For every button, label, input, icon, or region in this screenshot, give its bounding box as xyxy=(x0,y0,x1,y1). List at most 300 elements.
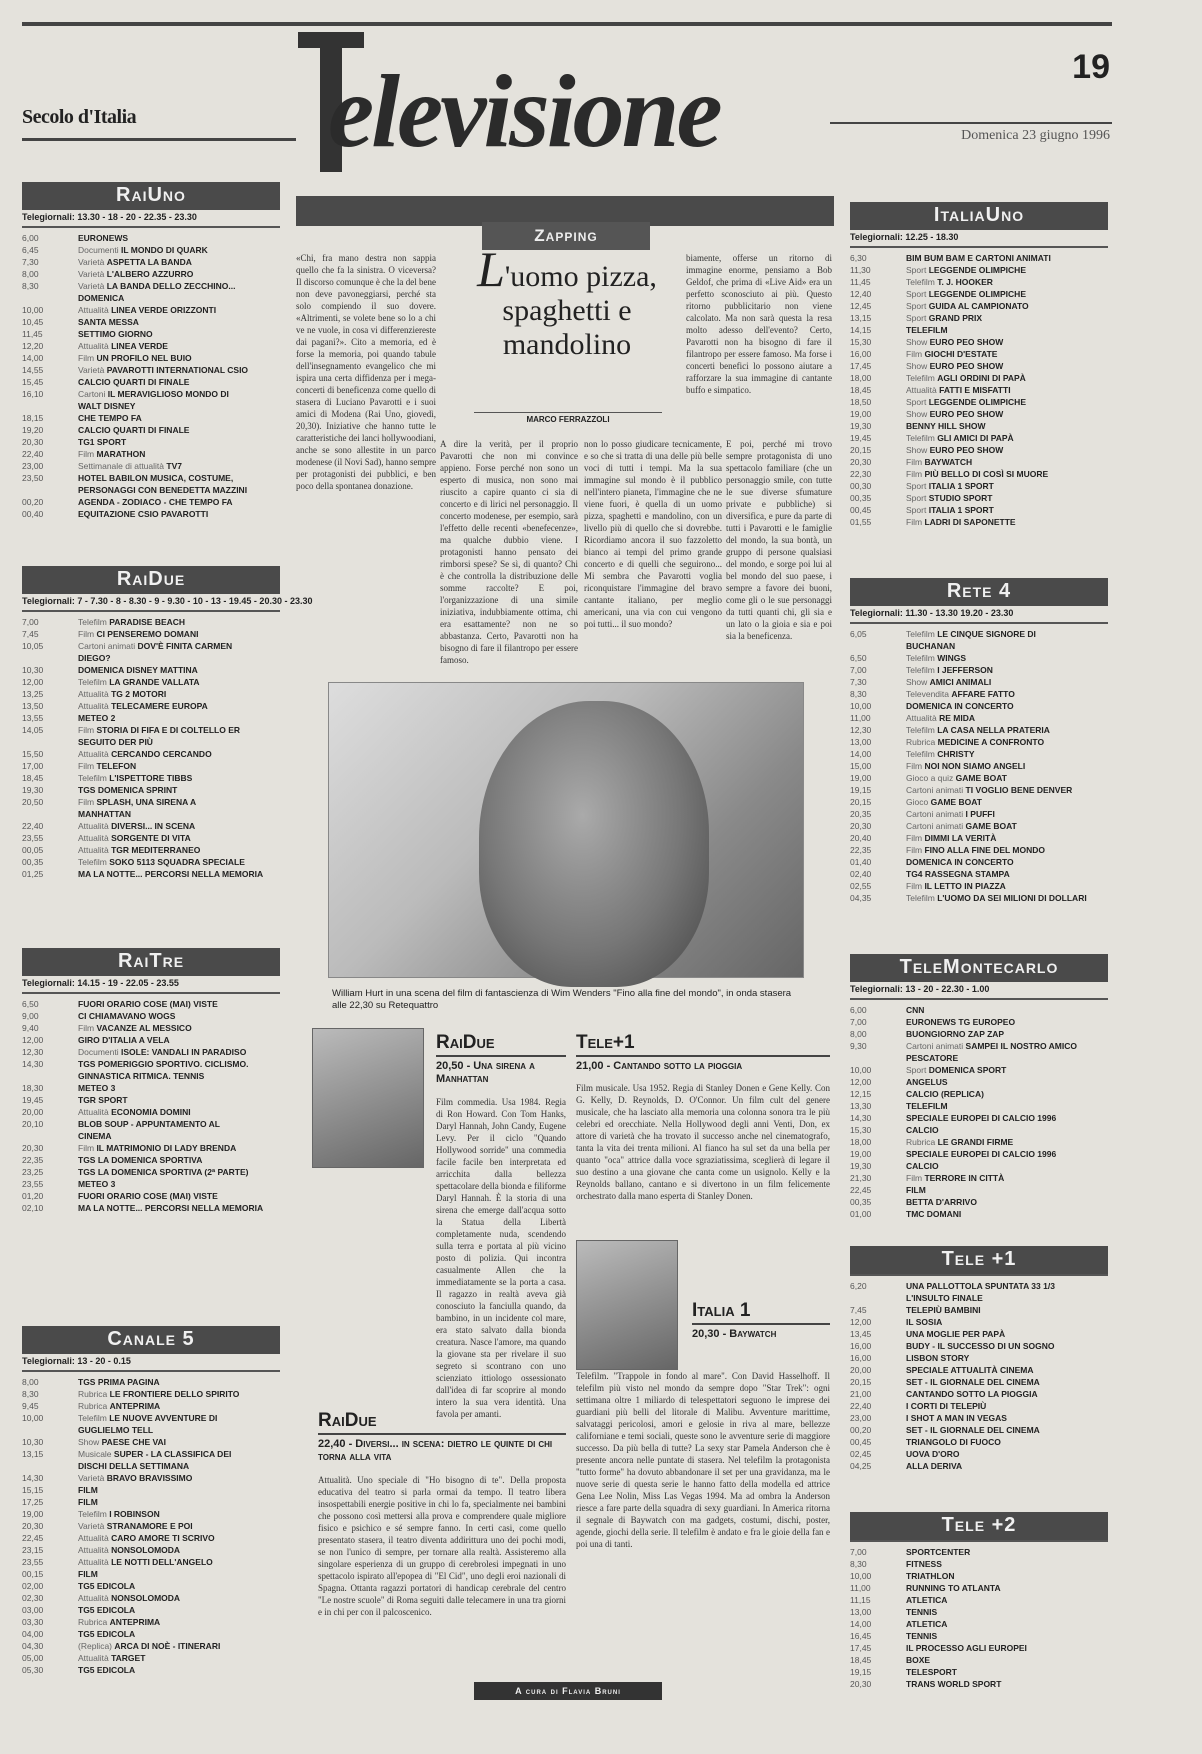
programme-row xyxy=(22,1604,280,1616)
programme-name: FILM xyxy=(78,1497,98,1507)
programme-list xyxy=(22,616,280,880)
programme-name: LISBON STORY xyxy=(906,1353,970,1363)
programme-time: 15,00 xyxy=(850,761,872,771)
programme-row xyxy=(850,312,1108,324)
programme-row xyxy=(850,408,1108,420)
review-3-channel: Italia 1 xyxy=(692,1300,830,1325)
channel-name: ItaliaUno xyxy=(850,202,1108,230)
programme-row xyxy=(850,1376,1108,1388)
channel-telemontecarlo xyxy=(850,954,1108,1220)
programme-title xyxy=(906,276,1108,288)
programme-time: 15,45 xyxy=(22,377,44,387)
programme-genre: Documenti xyxy=(78,245,119,255)
programme-time: 14,15 xyxy=(850,325,872,335)
programme-row xyxy=(22,856,280,868)
programme-time: 23,00 xyxy=(850,1413,872,1423)
programme-genre: Varietà xyxy=(78,1473,105,1483)
programme-genre: Cartoni xyxy=(78,389,106,399)
programme-time: 20,30 xyxy=(22,437,44,447)
programme-title xyxy=(906,420,1108,432)
programme-time: 13,00 xyxy=(850,737,872,747)
review-4-text: Attualità. Uno speciale di "Ho bisogno di te". Della proposta educativa del teatro si parla ormai da tempo. Il teatro libera insospettabili energie positive in chi lo fa, specialmente nei bambini che possono così mettersi alla prova e comprendere quale migliore fisico e psichico e sé sempre fanno. In certi casi, come quello presentato stasera, il teatro diventa addirittura uno dei pochi modi, se non l'unico di sempre, per tornare alla realtà. Assisteremo alla singolare esperienza di un gruppo di cerebrolesi impegnati in uno spettacolo ispirato all'epopea di "El Cid", uno degli eroi nazionali di Spagna. Ottanta ragazzi portatori di handicap cerebrale del centro "Le nostre scuole" di Roma seguiti dalle telecamere in una tra giorni e in chi per con il palcoscenico. xyxy=(318,1475,566,1617)
programme-name: ALLA DERIVA xyxy=(906,1461,963,1471)
programme-name: AGLI ORDINI DI PAPÀ xyxy=(937,373,1026,383)
programme-title xyxy=(906,1280,1108,1292)
programme-row xyxy=(22,1424,280,1436)
programme-name: SPECIALE EUROPEI DI CALCIO 1996 xyxy=(906,1149,1057,1159)
channel-rule xyxy=(850,998,1108,1000)
programme-genre: Attualità xyxy=(78,821,109,831)
programme-title xyxy=(78,856,280,868)
programme-genre: Film xyxy=(906,469,923,479)
programme-title xyxy=(78,1106,280,1118)
programme-row xyxy=(850,640,1108,652)
programme-name: LE GRANDI FIRME xyxy=(937,1137,1014,1147)
programme-time: 11,15 xyxy=(850,1595,871,1605)
programme-time xyxy=(850,1292,906,1304)
programme-time: 12,45 xyxy=(850,301,872,311)
programme-row xyxy=(22,1082,280,1094)
programme-row xyxy=(22,460,280,472)
programme-row xyxy=(850,832,1108,844)
programme-title xyxy=(78,664,280,676)
programme-time: 20,30 xyxy=(850,1679,872,1689)
programme-list xyxy=(22,232,280,520)
programme-time: 16,00 xyxy=(850,349,872,359)
programme-time: 14,30 xyxy=(22,1473,44,1483)
programme-title xyxy=(906,676,1108,688)
channel-news-times: Telegiornali: 13 - 20 - 0.15 xyxy=(22,1356,131,1366)
programme-name: ECONOMIA DOMINI xyxy=(111,1107,191,1117)
programme-name: SPORTCENTER xyxy=(906,1547,971,1557)
programme-name: EURONEWS xyxy=(78,233,129,243)
programme-genre: Show xyxy=(906,337,928,347)
programme-name: SET - IL GIORNALE DEL CINEMA xyxy=(906,1425,1040,1435)
programme-title xyxy=(78,1496,280,1508)
programme-time: 10,00 xyxy=(850,1065,872,1075)
programme-row xyxy=(22,748,280,760)
programme-title xyxy=(906,300,1108,312)
programme-row xyxy=(850,516,1108,528)
programme-list xyxy=(850,1546,1108,1690)
programme-row xyxy=(22,712,280,724)
programme-row xyxy=(850,468,1108,480)
programme-name: TGS DOMENICA SPRINT xyxy=(78,785,178,795)
programme-time xyxy=(850,640,906,652)
channel-name: TeleMontecarlo xyxy=(850,954,1108,982)
programme-title xyxy=(906,1424,1108,1436)
programme-name: CARO AMORE TI SCRIVO xyxy=(111,1533,215,1543)
programme-time: 19,00 xyxy=(850,409,872,419)
programme-time xyxy=(22,1460,78,1472)
programme-title xyxy=(906,312,1108,324)
programme-title xyxy=(906,700,1108,712)
programme-time: 9,40 xyxy=(22,1023,39,1033)
programme-genre: Rubrica xyxy=(906,1137,936,1147)
programme-title xyxy=(78,724,280,736)
programme-title xyxy=(78,292,280,304)
programme-time xyxy=(22,1130,78,1142)
programme-title xyxy=(906,712,1108,724)
programme-time: 7,30 xyxy=(850,677,867,687)
programme-time: 11,00 xyxy=(850,713,871,723)
programme-name: L'ISPETTORE TIBBS xyxy=(109,773,193,783)
programme-name: LEGGENDE OLIMPICHE xyxy=(928,397,1026,407)
programme-name: EURO PEO SHOW xyxy=(929,337,1004,347)
programme-time: 9,45 xyxy=(22,1401,39,1411)
programme-title xyxy=(78,1604,280,1616)
programme-time xyxy=(22,736,78,748)
programme-name: SOKO 5113 SQUADRA SPECIALE xyxy=(109,857,245,867)
programme-genre: Film xyxy=(906,833,923,843)
programme-name: DOMENICA IN CONCERTO xyxy=(906,701,1014,711)
programme-title xyxy=(78,328,280,340)
programme-name: LE NUOVE AVVENTURE DI xyxy=(109,1413,218,1423)
programme-name: TRIANGOLO DI FUOCO xyxy=(906,1437,1001,1447)
programme-row xyxy=(22,232,280,244)
programme-name: DOMENICA DISNEY MATTINA xyxy=(78,665,198,675)
programme-title xyxy=(78,832,280,844)
programme-name: TGS PRIMA PAGINA xyxy=(78,1377,160,1387)
programme-row xyxy=(22,484,280,496)
programme-title xyxy=(906,252,1108,264)
programme-genre: Attualità xyxy=(78,701,109,711)
channel-name: Rete 4 xyxy=(850,578,1108,606)
programme-time: 10,00 xyxy=(22,305,44,315)
programme-time: 23,25 xyxy=(22,1167,44,1177)
programme-name: CALCIO (REPLICA) xyxy=(906,1089,984,1099)
programme-title xyxy=(906,880,1108,892)
programme-title xyxy=(78,1508,280,1520)
channel-raiuno xyxy=(22,182,280,520)
programme-title xyxy=(906,288,1108,300)
programme-row xyxy=(22,508,280,520)
programme-name: TARGET xyxy=(111,1653,146,1663)
programme-list xyxy=(22,1376,280,1676)
programme-time: 04,25 xyxy=(850,1461,872,1471)
programme-name: BIM BUM BAM E CARTONI ANIMATI xyxy=(906,253,1051,263)
programme-genre: Sport xyxy=(906,313,927,323)
programme-name: TG5 EDICOLA xyxy=(78,1605,136,1615)
programme-time: 01,25 xyxy=(22,869,44,879)
programme-title xyxy=(78,676,280,688)
programme-genre: Telefilm xyxy=(906,433,935,443)
programme-title xyxy=(906,1436,1108,1448)
programme-genre: Attualità xyxy=(78,1107,109,1117)
programme-name: L'INSULTO FINALE xyxy=(906,1293,983,1303)
programme-name: TENNIS xyxy=(906,1607,938,1617)
programme-title xyxy=(78,364,280,376)
programme-title xyxy=(78,1058,280,1070)
programme-name: LINEA VERDE xyxy=(111,341,168,351)
programme-time: 16,10 xyxy=(22,389,44,399)
programme-time xyxy=(22,400,78,412)
programme-time: 21,00 xyxy=(850,1389,872,1399)
programme-name: LA BANDA DELLO ZECCHINO... xyxy=(106,281,236,291)
programme-time: 19,30 xyxy=(850,1161,872,1171)
programme-genre: Rubrica xyxy=(78,1389,108,1399)
programme-row xyxy=(22,448,280,460)
programme-genre: Film xyxy=(906,1173,923,1183)
programme-name: SPECIALE ATTUALITÀ CINEMA xyxy=(906,1365,1034,1375)
programme-row xyxy=(850,1352,1108,1364)
programme-row xyxy=(22,724,280,736)
programme-time: 6,50 xyxy=(850,653,867,663)
programme-title xyxy=(78,1520,280,1532)
programme-row xyxy=(22,1106,280,1118)
programme-time: 23,50 xyxy=(22,473,44,483)
programme-row xyxy=(850,796,1108,808)
programme-title xyxy=(78,1166,280,1178)
programme-row xyxy=(850,1304,1108,1316)
programme-title xyxy=(78,1580,280,1592)
programme-row xyxy=(22,364,280,376)
programme-row xyxy=(850,324,1108,336)
programme-genre: Sport xyxy=(906,493,927,503)
article-column-1: «Chi, fra mano destra non sappia quello che fa la sinistra. O viceversa? Il discorso comunque è che la del bene non deve pavoneggiarsi, perché sta solo compiendo il suo dovere. «Altrimenti, se volete bene so lo a chi ve ne vuole, in cosa vi differenziereste dai pagani?». Cito a memoria, ed è forse la memoria, poi quando tabule dell'insegnamento evangelico che mi ispira una certa diffidenza per i mega-concerti di beneficenza come quello di stasera di Luciano Pavarotti e i suoi amici di Modena (Rai Uno, giovedì, 20,30). Iniziative che hanno tutte le caratteristiche dei lanci hollywoodiani, anche se sono allestite in un parco modenese (il Novi Sad), hanno sempre per protagonisti dei pubblici, e ben poco della spontanea donazione. xyxy=(296,253,436,491)
programme-row xyxy=(850,1448,1108,1460)
programme-time: 12,20 xyxy=(22,341,44,351)
programme-name: STORIA DI FIFA E DI COLTELLO ER xyxy=(96,725,240,735)
review-1-channel: RaiDue xyxy=(436,1032,566,1057)
programme-time: 18,45 xyxy=(22,773,44,783)
programme-row xyxy=(22,1094,280,1106)
programme-row xyxy=(22,352,280,364)
programme-row xyxy=(850,712,1108,724)
programme-title xyxy=(78,1472,280,1484)
programme-title xyxy=(78,998,280,1010)
programme-genre: Telefilm xyxy=(78,617,107,627)
programme-row xyxy=(850,1630,1108,1642)
programme-genre: Attualità xyxy=(78,1593,109,1603)
programme-time: 11,45 xyxy=(850,277,871,287)
programme-title xyxy=(78,1388,280,1400)
programme-time: 22,45 xyxy=(850,1185,872,1195)
programme-time: 6,00 xyxy=(22,233,39,243)
programme-row xyxy=(850,1388,1108,1400)
programme-title xyxy=(906,1016,1108,1028)
programme-title xyxy=(906,1196,1108,1208)
programme-time: 14,05 xyxy=(22,725,44,735)
programme-title xyxy=(906,1172,1108,1184)
programme-name: TELESPORT xyxy=(906,1667,958,1677)
programme-title xyxy=(906,1340,1108,1352)
programme-time: 8,30 xyxy=(22,1389,39,1399)
programme-title xyxy=(906,1630,1108,1642)
programme-time: 11,00 xyxy=(850,1583,871,1593)
programme-time: 23,00 xyxy=(22,461,44,471)
programme-time: 10,00 xyxy=(22,1413,44,1423)
programme-row xyxy=(850,336,1108,348)
programme-title xyxy=(78,1082,280,1094)
programme-title xyxy=(78,1592,280,1604)
programme-time: 14,30 xyxy=(22,1059,44,1069)
programme-row xyxy=(850,1424,1108,1436)
programme-row xyxy=(22,436,280,448)
programme-title xyxy=(906,1642,1108,1654)
programme-time: 18,00 xyxy=(850,373,872,383)
programme-title xyxy=(78,1190,280,1202)
programme-time xyxy=(22,1424,78,1436)
programme-title xyxy=(78,616,280,628)
programme-name: ITALIA 1 SPORT xyxy=(928,481,994,491)
programme-name: IL PROCESSO AGLI EUROPEI xyxy=(906,1643,1027,1653)
programme-name: EURO PEO SHOW xyxy=(929,409,1004,419)
programme-name: FINO ALLA FINE DEL MONDO xyxy=(924,845,1046,855)
programme-name: TGS LA DOMENICA SPORTIVA (2ª PARTE) xyxy=(78,1167,249,1177)
programme-title xyxy=(906,1160,1108,1172)
programme-row xyxy=(850,844,1108,856)
programme-genre: Telefilm xyxy=(906,893,935,903)
programme-name: TELEFILM xyxy=(906,1101,948,1111)
programme-genre: Telefilm xyxy=(78,773,107,783)
programme-genre: Cartoni animati xyxy=(906,785,964,795)
programme-row xyxy=(22,688,280,700)
programme-genre: Cartoni animati xyxy=(78,641,136,651)
programme-name: METEO 3 xyxy=(78,1179,116,1189)
programme-genre: Film xyxy=(78,1143,95,1153)
programme-row xyxy=(22,1412,280,1424)
programme-name: TG5 EDICOLA xyxy=(78,1629,136,1639)
programme-time: 00,35 xyxy=(22,857,44,867)
programme-row xyxy=(850,1582,1108,1594)
programme-row xyxy=(850,444,1108,456)
programme-name: MANHATTAN xyxy=(78,809,132,819)
programme-time: 6,05 xyxy=(850,629,867,639)
channel-name: RaiTre xyxy=(22,948,280,976)
programme-row xyxy=(850,784,1108,796)
programme-row xyxy=(22,1532,280,1544)
programme-name: CHE TEMPO FA xyxy=(78,413,142,423)
programme-title xyxy=(78,1652,280,1664)
programme-name: FUORI ORARIO COSE (MAI) VISTE xyxy=(78,999,218,1009)
programme-title xyxy=(78,388,280,400)
programme-title xyxy=(906,1064,1108,1076)
programme-name: I SHOT A MAN IN VEGAS xyxy=(906,1413,1007,1423)
programme-time: 02,10 xyxy=(22,1203,44,1213)
programme-title xyxy=(906,444,1108,456)
programme-row xyxy=(22,1034,280,1046)
programme-name: NONSOLOMODA xyxy=(111,1593,181,1603)
programme-name: CNN xyxy=(906,1005,925,1015)
programme-name: FILM xyxy=(78,1569,98,1579)
programme-title xyxy=(78,1532,280,1544)
programme-title xyxy=(78,1130,280,1142)
programme-genre: Film xyxy=(78,629,95,639)
programme-time: 20,30 xyxy=(850,457,872,467)
programme-title xyxy=(78,1484,280,1496)
programme-name: EURONEWS TG EUROPEO xyxy=(906,1017,1016,1027)
programme-name: TGR MEDITERRANEO xyxy=(111,845,201,855)
programme-row xyxy=(850,1016,1108,1028)
programme-row xyxy=(850,1064,1108,1076)
programme-time: 6,50 xyxy=(22,999,39,1009)
channel-name: RaiDue xyxy=(22,566,280,594)
programme-row xyxy=(22,400,280,412)
issue-date: Domenica 23 giugno 1996 xyxy=(961,128,1110,143)
programme-row xyxy=(22,616,280,628)
programme-time: 19,45 xyxy=(22,1095,44,1105)
programme-title xyxy=(78,1664,280,1676)
programme-time: 04,30 xyxy=(22,1641,44,1651)
programme-time: 7,00 xyxy=(850,1547,867,1557)
programme-time: 22,40 xyxy=(22,821,44,831)
programme-genre: Telefilm xyxy=(906,749,935,759)
programme-title xyxy=(78,340,280,352)
programme-title xyxy=(78,1436,280,1448)
programme-time: 12,15 xyxy=(850,1089,872,1099)
programme-row xyxy=(22,316,280,328)
programme-row xyxy=(22,292,280,304)
programme-row xyxy=(22,1388,280,1400)
programme-time: 11,45 xyxy=(22,329,43,339)
programme-name: GUGLIELMO TELL xyxy=(78,1425,154,1435)
programme-row xyxy=(22,1046,280,1058)
programme-genre: Attualità xyxy=(78,1533,109,1543)
programme-name: UNA MOGLIE PER PAPÀ xyxy=(906,1329,1006,1339)
programme-time: 19,15 xyxy=(850,785,872,795)
programme-genre: Attualità xyxy=(78,845,109,855)
programme-time: 23,15 xyxy=(22,1545,44,1555)
programme-name: I PUFFI xyxy=(965,809,995,819)
programme-name: STRANAMORE E POI xyxy=(106,1521,193,1531)
programme-name: LINEA VERDE ORIZZONTI xyxy=(111,305,217,315)
programme-time: 17,00 xyxy=(22,761,44,771)
programme-name: PAESE CHE VAI xyxy=(101,1437,167,1447)
programme-row xyxy=(22,1202,280,1214)
programme-title xyxy=(78,748,280,760)
programme-name: BUONGIORNO ZAP ZAP xyxy=(906,1029,1005,1039)
programme-genre: Telefilm xyxy=(906,653,935,663)
programme-time: 13,00 xyxy=(850,1607,872,1617)
programme-time: 03,00 xyxy=(22,1605,44,1615)
programme-name: BETTA D'ARRIVO xyxy=(906,1197,977,1207)
channel-rule xyxy=(22,226,280,228)
programme-time: 20,00 xyxy=(22,1107,44,1117)
programme-row xyxy=(850,1666,1108,1678)
programme-time: 8,30 xyxy=(850,1559,867,1569)
programme-title xyxy=(906,516,1108,528)
programme-time: 12,00 xyxy=(22,1035,44,1045)
programme-row xyxy=(850,700,1108,712)
channel-rule xyxy=(850,246,1108,248)
programme-row xyxy=(850,880,1108,892)
programme-name: DIVERSI... IN SCENA xyxy=(111,821,196,831)
programme-time: 6,00 xyxy=(850,1005,867,1015)
channel-rule xyxy=(850,1540,1108,1542)
programme-time: 19,00 xyxy=(850,773,872,783)
programme-row xyxy=(22,832,280,844)
programme-time: 20,00 xyxy=(850,1365,872,1375)
programme-title xyxy=(906,1364,1108,1376)
programme-row xyxy=(850,432,1108,444)
programme-genre: Attualità xyxy=(78,1545,109,1555)
review-1-title: 20,50 - Una sirena a Manhattan xyxy=(436,1060,535,1085)
programme-title xyxy=(906,892,1108,904)
programme-row xyxy=(22,1484,280,1496)
channel-news-times: Telegiornali: 13 - 20 - 22.30 - 1.00 xyxy=(850,984,990,994)
programme-title xyxy=(78,1412,280,1424)
programme-title xyxy=(78,400,280,412)
programme-title xyxy=(906,1570,1108,1582)
programme-genre: Sport xyxy=(906,265,927,275)
review-3-text: Telefilm. "Trappole in fondo al mare". Con David Hasselhoff. Il telefilm più visto nel mondo da sempre dopo "Star Trek": ogni settimana oltre 1 miliardo di telespettatori seguono le imprese dei guardiani più belli del litorale di Malibu. Avventure marittime, salvataggi pericolosi, amori e gelosie in riva al mare, bellezze californiane e temi sociali, queste sono le avventure serie di maggiore successo. Da più bella di tutte? La sexy star Pamela Anderson che è presente ancora nelle puntate di stasera. Nel telefilm la protagonista "tutto forme" ha dovuto abbandonare il set per una gravidanza, ma le nuove serie di questa serie le hanno fatto della modella ed attrice Gena Lee Nolin, Miss Las Vegas 1994. Ma ad ombra la Anderson riesce a fare parte della squadra di sexy guardiani. In America ritorna il segnale di Baywatch con ma gadgets, costumi, dischi, poster, agende, giochi della serie. Il telefilm è andato e fra le gioie della fan e poi una di tanti. xyxy=(576,1371,830,1549)
programme-genre: Varietà xyxy=(78,269,105,279)
programme-title xyxy=(906,1582,1108,1594)
programme-title xyxy=(906,1292,1108,1304)
programme-row xyxy=(22,820,280,832)
programme-row xyxy=(850,1112,1108,1124)
